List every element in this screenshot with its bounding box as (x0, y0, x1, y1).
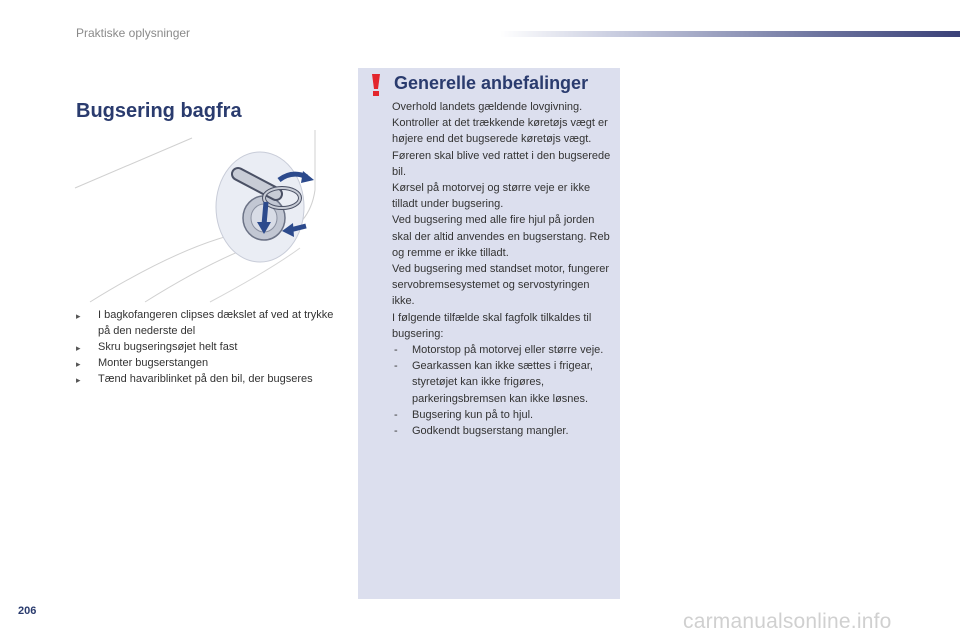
step-list (76, 307, 336, 387)
panel-body (392, 99, 614, 439)
paragraph: Føreren skal blive ved rattet i den bugserede bil. (392, 149, 611, 178)
panel-title: Generelle anbefalinger (394, 73, 589, 93)
list-item: ▸ Tænd havariblinket på den bil, der bugseres (76, 371, 336, 387)
list-item: ▸ Skru bugseringsøjet helt fast (76, 339, 336, 355)
list-item: - Motorstop på motorvej eller større veje. (394, 344, 604, 357)
paragraph: Ved bugsering med alle fire hjul på jorden skal der altid anvendes en bugserstang. Reb og remme er ikke tilladt. (392, 214, 610, 259)
paragraph: Ved bugsering med standset motor, fungerer servobremsesystemet og servostyringen ikke. (392, 263, 610, 308)
list-item: - Bugsering kun på to hjul. (394, 408, 534, 421)
paragraph: Kørsel på motorvej og større veje er ikke tilladt under bugsering. (392, 182, 591, 211)
paragraph: Overhold landets gældende lovgivning. (392, 101, 583, 113)
bullet-icon: ▸ (76, 359, 81, 369)
warning-icon (368, 72, 384, 98)
header-title: Praktiske oplysninger (76, 26, 191, 40)
section-title: Bugsering bagfra (76, 100, 242, 122)
paragraph: I følgende tilfælde skal fagfolk tilkaldes til bugsering: (392, 311, 592, 340)
list-item: ▸ Monter bugserstangen (76, 355, 336, 371)
watermark: carmanualsonline.info (683, 610, 892, 633)
recommendations-panel (358, 68, 620, 599)
page-number: 206 (18, 605, 37, 617)
bullet-icon: ▸ (76, 343, 81, 353)
paragraph: Kontroller at det trækkende køretøjs vægt er højere end det bugserede køretøjs vægt. (392, 117, 608, 146)
list-item: - Godkendt bugserstang mangler. (394, 425, 569, 438)
towing-eye-illustration (70, 130, 340, 305)
list-item: - Gearkassen kan ikke sættes i frigear, styretøjet kan ikke frigøres, parkeringsbremsen kan ikke løsnes. (394, 360, 593, 405)
header-bar (500, 31, 960, 37)
bullet-icon: ▸ (76, 311, 81, 321)
bullet-icon: ▸ (76, 375, 81, 385)
list-item: ▸ I bagkofangeren clipses dækslet af ved at trykke på den nederste del (76, 309, 334, 337)
